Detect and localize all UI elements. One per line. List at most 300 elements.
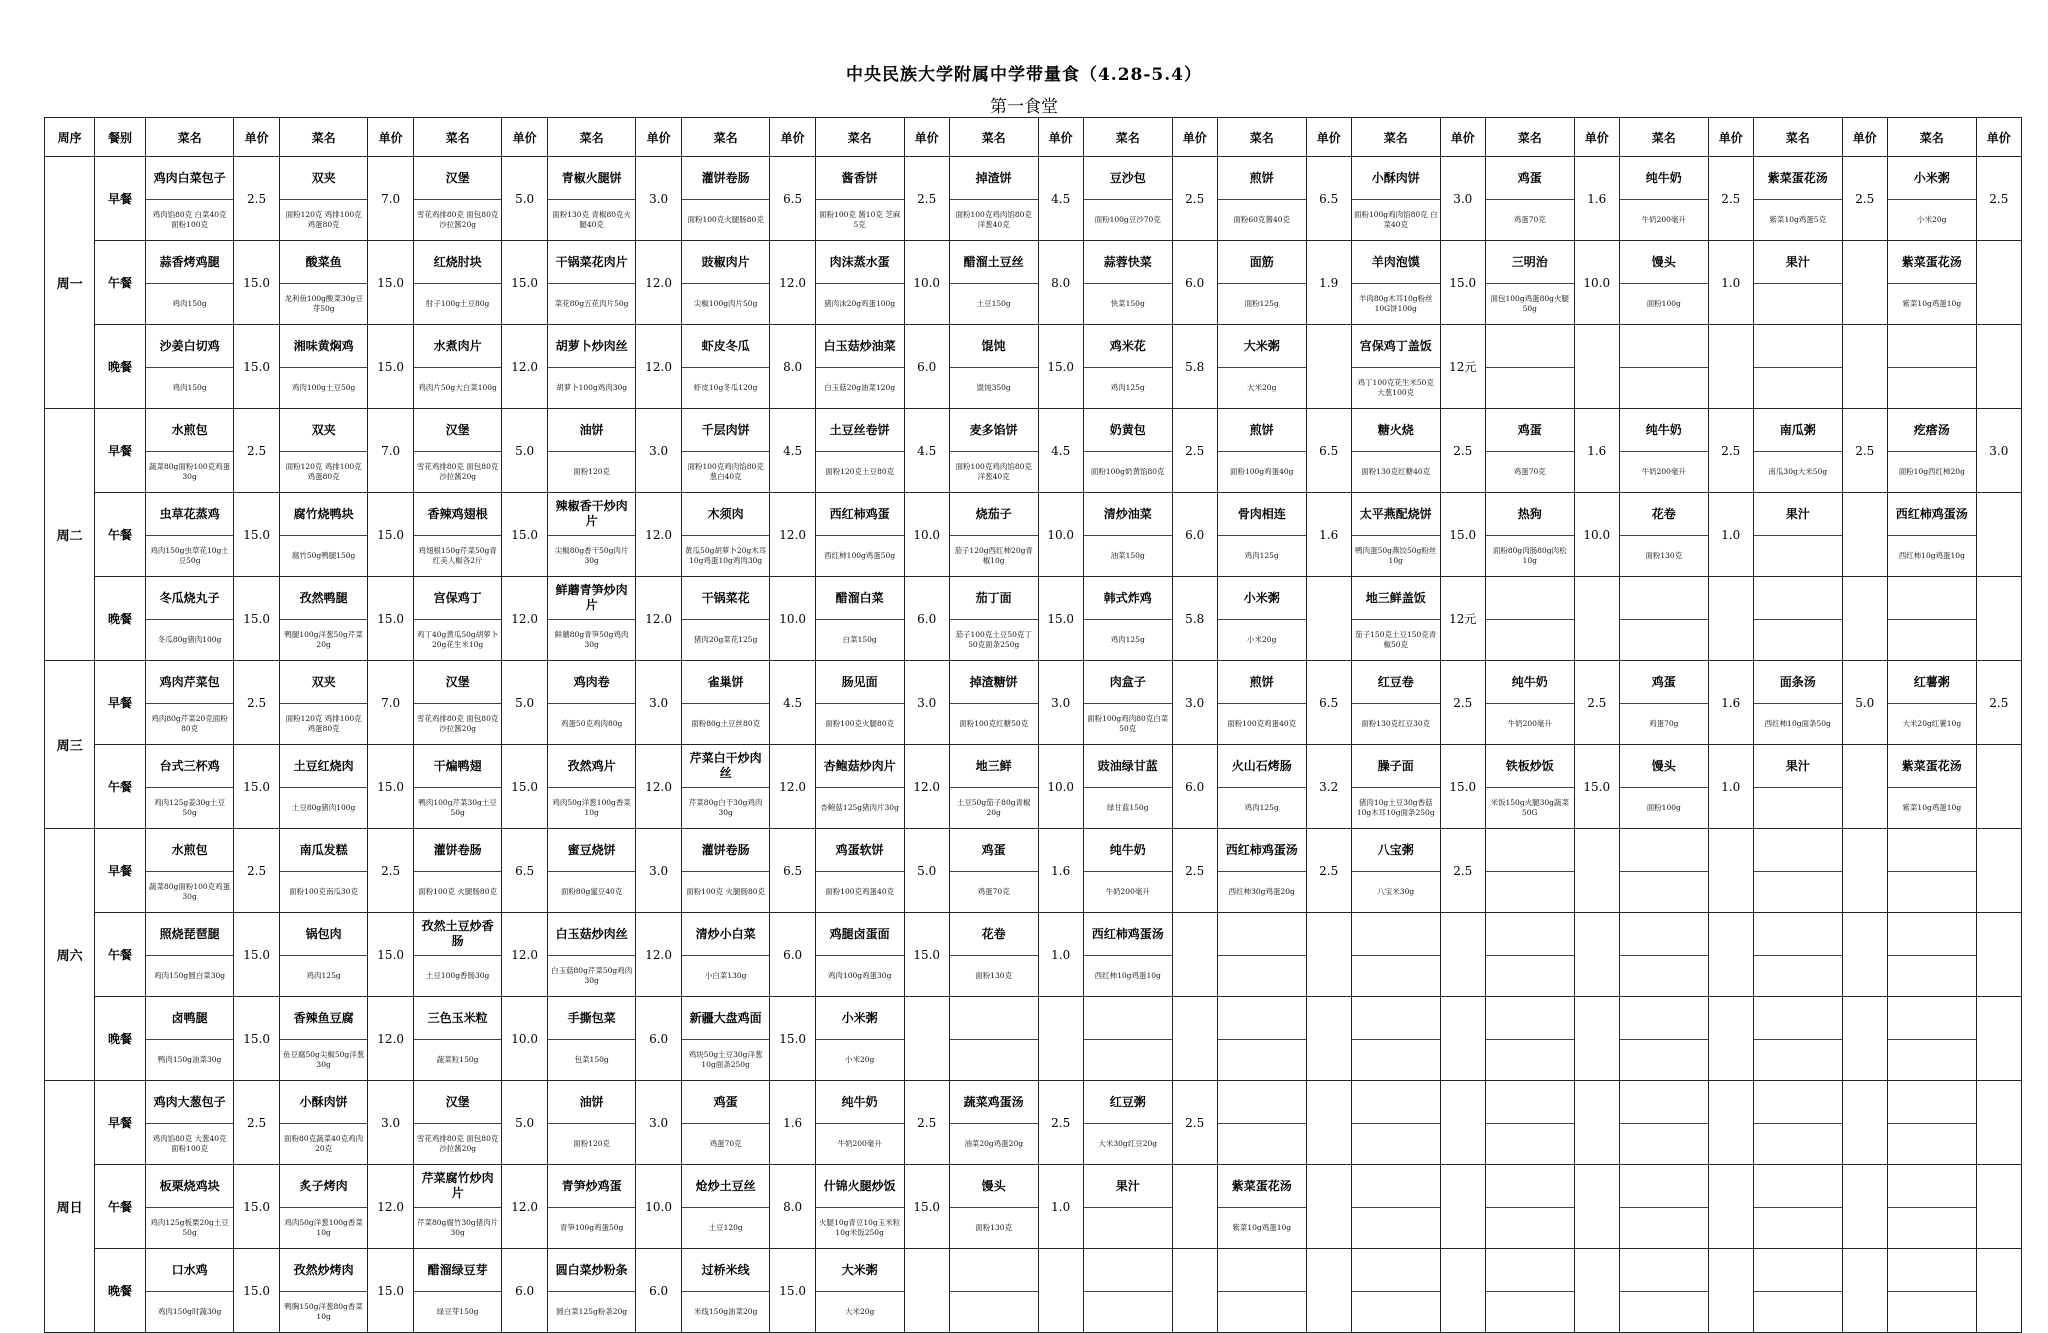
meal-label: 晚餐 xyxy=(95,325,145,409)
dish-name: 板栗烧鸡块 xyxy=(146,1165,234,1208)
dish-ingredients xyxy=(1352,1124,1440,1164)
dish-ingredients: 鸡蛋70g xyxy=(1649,719,1679,728)
page-title: 中央民族大学附属中学带量食（4.28-5.4） xyxy=(845,65,1203,85)
dish-ingredients: 鸡肉50g洋葱100g香菜10g xyxy=(552,798,631,817)
dish-name: 台式三杯鸡 xyxy=(146,745,234,788)
dish-cell xyxy=(1887,493,1976,577)
dish-price xyxy=(1976,493,2021,577)
dish-ingredients xyxy=(1620,1040,1708,1080)
dish-name: 掉渣饼 xyxy=(950,157,1038,200)
dish-cell xyxy=(1619,829,1708,913)
dish-ingredients: 猪肉20g菜花125g xyxy=(693,635,758,644)
dish-name: 宫保鸡丁盖饭 xyxy=(1352,325,1440,368)
dish-name: 胡萝卜炒肉丝 xyxy=(548,325,636,368)
dish-price: 10.0 xyxy=(1038,745,1083,829)
dish-cell xyxy=(547,661,636,745)
dish-name xyxy=(1486,1165,1574,1208)
dish-name: 卤鸭腿 xyxy=(146,997,234,1040)
dish-name xyxy=(1888,997,1976,1040)
dish-price: 2.5 xyxy=(1172,829,1217,913)
dish-price: 2.5 xyxy=(234,157,279,241)
dish-name: 土豆丝卷饼 xyxy=(816,409,904,452)
dish-price xyxy=(1440,997,1485,1081)
dish-cell xyxy=(1887,997,1976,1081)
dish-cell xyxy=(681,829,770,913)
dish-cell xyxy=(1083,745,1172,829)
dish-ingredients: 蔬菜80g面粉100克鸡蛋30g xyxy=(149,462,231,481)
dish-price: 1.9 xyxy=(1306,241,1351,325)
dish-name: 酸菜鱼 xyxy=(280,241,368,284)
meal-row xyxy=(45,661,2022,745)
dish-name: 三明治 xyxy=(1486,241,1574,284)
dish-ingredients xyxy=(1218,1292,1306,1332)
dish-price: 15.0 xyxy=(234,745,279,829)
dish-ingredients: 面粉100克鸡肉馅80克洋葱40克 xyxy=(955,210,1032,229)
meal-label: 早餐 xyxy=(95,157,145,241)
dish-price xyxy=(1440,913,1485,997)
dish-price: 15.0 xyxy=(1038,325,1083,409)
header-dish-name: 菜名 xyxy=(279,118,368,157)
dish-ingredients: 大米20g xyxy=(844,1307,875,1316)
dish-name: 蒜香烤鸡腿 xyxy=(146,241,234,284)
dish-name: 口水鸡 xyxy=(146,1249,234,1292)
dish-ingredients: 鱼豆腐50g尖椒50g洋葱30g xyxy=(283,1050,365,1069)
dish-name: 馒头 xyxy=(950,1165,1038,1208)
dish-ingredients xyxy=(1754,620,1842,660)
dish-cell xyxy=(1217,409,1306,493)
meal-row xyxy=(45,1081,2022,1165)
dish-cell xyxy=(1485,409,1574,493)
dish-name: 大米粥 xyxy=(1218,325,1306,368)
dish-cell xyxy=(681,577,770,661)
dish-ingredients: 菜花80g五花肉片50g xyxy=(554,299,629,308)
dish-name: 果汁 xyxy=(1754,493,1842,536)
dish-ingredients xyxy=(1486,956,1574,996)
dish-price xyxy=(1976,325,2021,409)
header-dish-name: 菜名 xyxy=(1083,118,1172,157)
dish-name: 水煎包 xyxy=(146,829,234,872)
dish-price: 10.0 xyxy=(904,241,949,325)
dish-cell xyxy=(1887,1249,1976,1333)
dish-name xyxy=(1754,577,1842,620)
dish-name: 骨肉相连 xyxy=(1218,493,1306,536)
dish-price: 6.0 xyxy=(1172,241,1217,325)
dish-price: 12.0 xyxy=(636,493,681,577)
dish-ingredients: 紫菜10g鸡蛋10g xyxy=(1232,1223,1292,1232)
dish-ingredients: 面粉100g鸡蛋40g xyxy=(1229,467,1294,476)
dish-price: 3.0 xyxy=(636,661,681,745)
dish-price: 12.0 xyxy=(770,745,815,829)
dish-name: 虾皮冬瓜 xyxy=(682,325,770,368)
dish-cell xyxy=(547,745,636,829)
dish-price xyxy=(1708,1165,1753,1249)
dish-cell xyxy=(681,1165,770,1249)
dish-name: 果汁 xyxy=(1084,1165,1172,1208)
dish-price xyxy=(1976,745,2021,829)
dish-name xyxy=(950,997,1038,1040)
dish-ingredients: 鸡蛋70克 xyxy=(977,887,1010,896)
dish-ingredients: 油菜20g鸡蛋20g xyxy=(964,1139,1024,1148)
meal-row xyxy=(45,241,2022,325)
dish-cell xyxy=(949,913,1038,997)
dish-cell xyxy=(1351,325,1440,409)
dish-price: 5.8 xyxy=(1172,577,1217,661)
dish-price: 12.0 xyxy=(636,913,681,997)
dish-ingredients: 小米20g xyxy=(1247,635,1277,644)
header-price: 单价 xyxy=(1038,118,1083,157)
dish-name: 鸡蛋 xyxy=(1620,661,1708,704)
dish-price: 7.0 xyxy=(368,661,413,745)
dish-cell xyxy=(1083,661,1172,745)
dish-name: 豉油绿甘蓝 xyxy=(1084,745,1172,788)
dish-price xyxy=(1842,325,1887,409)
dish-name xyxy=(1352,1081,1440,1124)
dish-price xyxy=(1306,1081,1351,1165)
dish-price xyxy=(1708,577,1753,661)
dish-price: 8.0 xyxy=(1038,241,1083,325)
dish-ingredients: 面粉120克土豆80克 xyxy=(825,467,895,476)
dish-name: 鸡肉芹菜包 xyxy=(146,661,234,704)
dish-cell xyxy=(279,745,368,829)
dish-cell xyxy=(815,745,904,829)
dish-ingredients: 雪花鸡排80克 面包80克沙拉酱20g xyxy=(416,714,499,733)
dish-ingredients: 大米30g红豆20g xyxy=(1098,1139,1158,1148)
dish-cell xyxy=(1083,157,1172,241)
dish-cell xyxy=(1217,493,1306,577)
header-dish-name: 菜名 xyxy=(1753,118,1842,157)
header-price: 单价 xyxy=(368,118,413,157)
header-price: 单价 xyxy=(1708,118,1753,157)
dish-price xyxy=(904,997,949,1081)
dish-price: 6.0 xyxy=(904,577,949,661)
meal-label: 午餐 xyxy=(95,913,145,997)
dish-ingredients: 面粉130克红糖40克 xyxy=(1361,467,1431,476)
dish-price: 5.8 xyxy=(1172,325,1217,409)
dish-cell xyxy=(1083,829,1172,913)
dish-name xyxy=(1620,1165,1708,1208)
dish-ingredients xyxy=(1218,1124,1306,1164)
dish-ingredients: 鸡肉125g板栗20g土豆50g xyxy=(150,1218,229,1237)
dish-cell xyxy=(413,241,502,325)
dish-ingredients: 鸡肉150g xyxy=(172,383,207,392)
header-dish-name: 菜名 xyxy=(681,118,770,157)
dish-name: 馄饨 xyxy=(950,325,1038,368)
dish-price xyxy=(1842,913,1887,997)
dish-ingredients: 鸡肉150g时蔬30g xyxy=(157,1307,222,1316)
dish-ingredients xyxy=(1754,1292,1842,1332)
dish-cell xyxy=(1887,745,1976,829)
dish-ingredients: 土豆100g香肠30g xyxy=(425,971,490,980)
dish-name xyxy=(1754,325,1842,368)
dish-price: 1.0 xyxy=(1708,745,1753,829)
dish-name: 紫菜蛋花汤 xyxy=(1754,157,1842,200)
dish-name xyxy=(1486,325,1574,368)
dish-ingredients xyxy=(1084,1208,1172,1248)
dish-name: 酱香饼 xyxy=(816,157,904,200)
dish-ingredients xyxy=(1084,1292,1172,1332)
dish-price: 4.5 xyxy=(770,661,815,745)
dish-cell xyxy=(547,241,636,325)
dish-ingredients xyxy=(1888,1040,1976,1080)
dish-ingredients xyxy=(1352,1040,1440,1080)
dish-cell xyxy=(1485,997,1574,1081)
dish-cell xyxy=(949,577,1038,661)
dish-price: 10.0 xyxy=(1038,493,1083,577)
dish-ingredients xyxy=(1218,1040,1306,1080)
dish-cell xyxy=(1083,325,1172,409)
dish-ingredients: 鸡肉片50g大白菜100g xyxy=(418,383,497,392)
dish-price: 15.0 xyxy=(770,997,815,1081)
dish-price: 15.0 xyxy=(234,1165,279,1249)
dish-cell xyxy=(1887,241,1976,325)
dish-price: 15.0 xyxy=(234,1249,279,1333)
dish-price xyxy=(1306,997,1351,1081)
dish-cell xyxy=(1753,325,1842,409)
dish-ingredients: 大米20g红薯10g xyxy=(1902,719,1962,728)
dish-price xyxy=(1842,1249,1887,1333)
dish-price xyxy=(1038,997,1083,1081)
dish-ingredients: 雪花鸡排80克 面包80克沙拉酱20g xyxy=(416,210,499,229)
dish-cell xyxy=(1619,493,1708,577)
dish-price: 3.2 xyxy=(1306,745,1351,829)
dish-name: 虫草花蒸鸡 xyxy=(146,493,234,536)
dish-price xyxy=(1306,1249,1351,1333)
dish-ingredients: 米饭150g火腿30g蔬菜50G xyxy=(1490,798,1569,817)
dish-name: 羊肉泡馍 xyxy=(1352,241,1440,284)
dish-name: 大米粥 xyxy=(816,1249,904,1292)
dish-price: 15.0 xyxy=(904,913,949,997)
dish-ingredients: 面粉10g西红柿20g xyxy=(1898,467,1965,476)
dish-name: 西红柿鸡蛋汤 xyxy=(1218,829,1306,872)
dish-price xyxy=(1708,913,1753,997)
dish-cell xyxy=(1485,745,1574,829)
dish-price: 3.0 xyxy=(636,829,681,913)
dish-ingredients xyxy=(1754,956,1842,996)
dish-price: 2.5 xyxy=(1976,157,2021,241)
dish-ingredients: 茄子100克土豆50克丁50克面条250g xyxy=(955,630,1032,649)
dish-ingredients: 胡萝卜100g鸡肉30g xyxy=(556,383,628,392)
dish-name: 什锦火腿炒饭 xyxy=(816,1165,904,1208)
dish-ingredients xyxy=(1620,872,1708,912)
dish-name xyxy=(1486,577,1574,620)
dish-name: 油饼 xyxy=(548,409,636,452)
dish-cell xyxy=(1619,997,1708,1081)
dish-name: 清炒小白菜 xyxy=(682,913,770,956)
dish-ingredients: 绿甘蓝150g xyxy=(1106,803,1149,812)
meal-label: 午餐 xyxy=(95,745,145,829)
dish-ingredients xyxy=(1888,1292,1976,1332)
dish-price: 6.0 xyxy=(502,1249,547,1333)
dish-price: 6.5 xyxy=(502,829,547,913)
dish-name: 纯牛奶 xyxy=(1084,829,1172,872)
header-price: 单价 xyxy=(904,118,949,157)
dish-ingredients: 面粉100克 火腿肠80克 xyxy=(418,887,497,896)
dish-ingredients: 面粉80g土豆丝80克 xyxy=(691,719,761,728)
dish-cell xyxy=(1217,157,1306,241)
dish-name: 千层肉饼 xyxy=(682,409,770,452)
dish-cell xyxy=(949,157,1038,241)
dish-cell xyxy=(1217,745,1306,829)
dish-cell xyxy=(1753,829,1842,913)
dish-ingredients: 牛奶200毫升 xyxy=(837,1139,882,1148)
dish-ingredients: 鸡蛋70克 xyxy=(709,1139,742,1148)
dish-ingredients xyxy=(1888,872,1976,912)
dish-cell xyxy=(949,1081,1038,1165)
dish-name: 疙瘩汤 xyxy=(1888,409,1976,452)
dish-ingredients xyxy=(1888,368,1976,408)
dish-cell xyxy=(681,157,770,241)
dish-price: 5.0 xyxy=(502,409,547,493)
dish-name: 豆沙包 xyxy=(1084,157,1172,200)
dish-name: 铁板炒饭 xyxy=(1486,745,1574,788)
dish-name: 鸡米花 xyxy=(1084,325,1172,368)
dish-cell xyxy=(1887,409,1976,493)
meal-label: 午餐 xyxy=(95,1165,145,1249)
dish-cell xyxy=(1485,1249,1574,1333)
dish-price: 3.0 xyxy=(1172,661,1217,745)
dish-cell xyxy=(1753,157,1842,241)
dish-ingredients: 牛奶200毫升 xyxy=(1641,467,1686,476)
dish-cell xyxy=(1619,241,1708,325)
dish-ingredients: 紫菜10g鸡蛋10g xyxy=(1902,299,1962,308)
dish-name: 汉堡 xyxy=(414,157,502,200)
meal-label: 晚餐 xyxy=(95,1249,145,1333)
dish-cell xyxy=(145,241,234,325)
dish-cell xyxy=(1619,661,1708,745)
dish-name: 水煎包 xyxy=(146,409,234,452)
dish-cell xyxy=(547,577,636,661)
dish-cell xyxy=(279,1249,368,1333)
dish-price: 4.5 xyxy=(904,409,949,493)
dish-price: 15.0 xyxy=(368,325,413,409)
dish-name xyxy=(1084,997,1172,1040)
dish-price: 15.0 xyxy=(1574,745,1619,829)
dish-name xyxy=(1084,1249,1172,1292)
dish-name: 蜜豆烧饼 xyxy=(548,829,636,872)
header-dish-name: 菜名 xyxy=(1351,118,1440,157)
dish-ingredients: 快菜150g xyxy=(1110,299,1145,308)
dish-cell xyxy=(949,661,1038,745)
dish-ingredients: 八宝米30g xyxy=(1377,887,1415,896)
dish-cell xyxy=(279,1081,368,1165)
meal-label: 早餐 xyxy=(95,409,145,493)
dish-name: 馒头 xyxy=(1620,745,1708,788)
meal-row xyxy=(45,493,2022,577)
dish-ingredients xyxy=(1486,1040,1574,1080)
dish-name: 宫保鸡丁 xyxy=(414,577,502,620)
dish-price: 4.5 xyxy=(770,409,815,493)
dish-ingredients: 面粉100克红糖50克 xyxy=(959,719,1029,728)
dish-name xyxy=(1486,997,1574,1040)
dish-price: 6.5 xyxy=(1306,157,1351,241)
dish-ingredients: 黄瓜50g胡萝卜20g木耳10g鸡蛋10g鸡肉30g xyxy=(685,546,767,565)
dish-ingredients: 火腿10g青豆10g玉米粒10g米饭250g xyxy=(819,1218,901,1237)
header-price: 单价 xyxy=(636,118,681,157)
day-label: 周三 xyxy=(45,661,95,829)
dish-cell xyxy=(1753,745,1842,829)
dish-ingredients: 面粉130克红豆30克 xyxy=(1361,719,1431,728)
dish-name: 红豆粥 xyxy=(1084,1081,1172,1124)
dish-cell xyxy=(145,1165,234,1249)
dish-price: 10.0 xyxy=(770,577,815,661)
dish-ingredients xyxy=(1352,956,1440,996)
dish-price xyxy=(1306,913,1351,997)
dish-price: 1.6 xyxy=(770,1081,815,1165)
dish-ingredients: 鸡肉50g洋葱100g香菜10g xyxy=(284,1218,363,1237)
header-dish-name: 菜名 xyxy=(1217,118,1306,157)
dish-cell xyxy=(145,745,234,829)
dish-name: 白玉菇炒肉丝 xyxy=(548,913,636,956)
meal-label: 早餐 xyxy=(95,1081,145,1165)
dish-cell xyxy=(413,493,502,577)
dish-price xyxy=(1440,1249,1485,1333)
dish-price: 12.0 xyxy=(502,1165,547,1249)
dish-name: 雀巢饼 xyxy=(682,661,770,704)
dish-name xyxy=(1218,997,1306,1040)
header-dish-name: 菜名 xyxy=(949,118,1038,157)
dish-ingredients: 肘子100g土豆80g xyxy=(425,299,490,308)
dish-name xyxy=(1486,913,1574,956)
dish-price: 15.0 xyxy=(234,325,279,409)
dish-cell xyxy=(1753,1081,1842,1165)
dish-cell xyxy=(815,1081,904,1165)
dish-price: 15.0 xyxy=(368,241,413,325)
dish-name xyxy=(1352,913,1440,956)
dish-ingredients: 鸡肉100g鸡蛋30g xyxy=(827,971,892,980)
dish-name: 腐竹烧鸭块 xyxy=(280,493,368,536)
dish-price xyxy=(1708,1249,1753,1333)
dish-cell xyxy=(949,997,1038,1081)
dish-name: 热狗 xyxy=(1486,493,1574,536)
dish-price xyxy=(1708,829,1753,913)
dish-ingredients xyxy=(1620,956,1708,996)
dish-cell xyxy=(145,1249,234,1333)
dish-name: 水煮肉片 xyxy=(414,325,502,368)
dish-cell xyxy=(1083,1249,1172,1333)
header-price: 单价 xyxy=(1306,118,1351,157)
dish-cell xyxy=(815,409,904,493)
dish-price xyxy=(1574,1249,1619,1333)
dish-name xyxy=(1352,1249,1440,1292)
dish-price: 1.6 xyxy=(1306,493,1351,577)
dish-name: 新疆大盘鸡面 xyxy=(682,997,770,1040)
dish-price: 2.5 xyxy=(1440,661,1485,745)
dish-ingredients xyxy=(1218,956,1306,996)
dish-price xyxy=(1976,1165,2021,1249)
dish-cell xyxy=(1351,745,1440,829)
dish-price: 3.0 xyxy=(904,661,949,745)
dish-name: 小米粥 xyxy=(816,997,904,1040)
dish-name: 鸡蛋 xyxy=(950,829,1038,872)
dish-ingredients: 面粉100克鸡肉馅80克葱白40克 xyxy=(687,462,764,481)
dish-price: 4.5 xyxy=(1038,409,1083,493)
dish-price xyxy=(1172,1249,1217,1333)
dish-ingredients: 鸭肉100g芹菜30g土豆50g xyxy=(418,798,497,817)
dish-price: 2.5 xyxy=(234,661,279,745)
dish-ingredients xyxy=(1754,872,1842,912)
dish-price: 8.0 xyxy=(770,1165,815,1249)
dish-ingredients: 紫菜10g鸡蛋5克 xyxy=(1769,215,1827,224)
dish-name xyxy=(1218,1249,1306,1292)
dish-cell xyxy=(949,745,1038,829)
dish-ingredients: 鲜蘑80g青笋50g鸡肉30g xyxy=(554,630,629,649)
dish-ingredients: 面粉100g鸡肉馅80克 白菜40克 xyxy=(1353,210,1438,229)
dish-ingredients: 腐竹50g鸭腿150g xyxy=(291,551,356,560)
dish-name: 肠见面 xyxy=(816,661,904,704)
dish-name: 孜然鸭腿 xyxy=(280,577,368,620)
dish-name: 圆白菜炒粉条 xyxy=(548,1249,636,1292)
dish-ingredients xyxy=(1888,956,1976,996)
